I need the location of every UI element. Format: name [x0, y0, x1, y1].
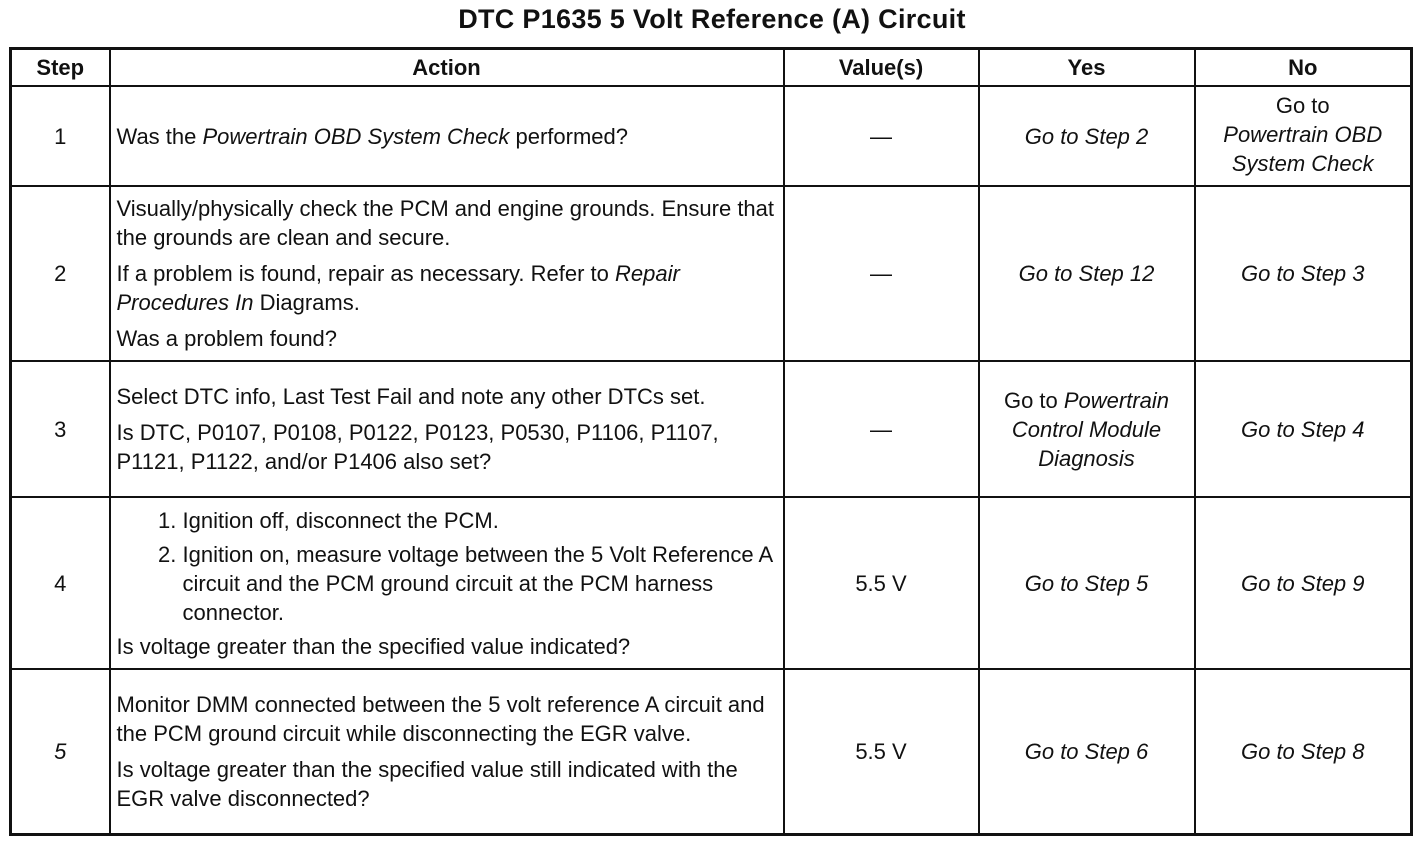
step-number: 2	[11, 186, 110, 361]
action-paragraph: Visually/physically check the PCM and engine grounds. Ensure that the grounds are clean and secure.	[116, 196, 775, 250]
value-cell: —	[784, 361, 979, 497]
yes-reference-line: Diagnosis	[1038, 445, 1135, 471]
action-list-item: 2. Ignition on, measure voltage between the 5 Volt Reference A circuit and the PCM ground circuit at the PCM harness connector.	[183, 540, 777, 627]
no-reference-line: Powertrain OBD	[1223, 122, 1383, 147]
action-question: Was a problem found?	[116, 326, 338, 351]
yes-reference-line: Control Module	[1011, 416, 1162, 442]
action-question: Is voltage greater than the specified value indicated?	[116, 633, 631, 659]
table-row	[11, 669, 1412, 834]
step-number: 3	[11, 361, 110, 497]
table-row	[11, 497, 1412, 669]
action-reference: Repair Procedures In	[116, 261, 680, 315]
step-number: 5	[11, 669, 110, 834]
action-cell	[110, 669, 784, 834]
diagnostic-table	[9, 47, 1413, 836]
action-cell	[110, 186, 784, 361]
action-paragraph	[117, 259, 777, 317]
value-cell: 5.5 V	[784, 497, 979, 669]
value-cell: —	[784, 186, 979, 361]
value-cell: —	[784, 86, 979, 186]
action-text: Diagrams.	[253, 290, 360, 315]
yes-cell: Go to Step 12	[979, 186, 1195, 361]
action-reference: Powertrain OBD System Check	[202, 123, 510, 149]
action-steps-list	[117, 506, 777, 627]
no-cell: Go to Step 3	[1195, 186, 1412, 361]
no-cell	[1195, 86, 1412, 186]
header-yes: Yes	[979, 49, 1195, 87]
table-row	[11, 86, 1412, 186]
action-paragraph: Select DTC info, Last Test Fail and note any other DTCs set.	[116, 384, 706, 409]
action-list-item: 1. Ignition off, disconnect the PCM.	[183, 506, 777, 535]
header-step: Step	[11, 49, 110, 87]
step-number: 4	[11, 497, 110, 669]
yes-cell	[979, 361, 1195, 497]
table-row	[11, 186, 1412, 361]
action-cell	[110, 497, 784, 669]
yes-cell: Go to Step 5	[979, 497, 1195, 669]
yes-reference: Powertrain	[1063, 387, 1170, 413]
step-number: 1	[11, 86, 110, 186]
action-text: If a problem is found, repair as necessary. Refer to	[116, 261, 615, 286]
no-cell: Go to Step 4	[1195, 361, 1412, 497]
yes-go-to: Go to	[1003, 387, 1064, 413]
no-cell: Go to Step 9	[1195, 497, 1412, 669]
action-text: performed?	[509, 123, 628, 149]
no-go-to: Go to	[1275, 93, 1330, 118]
no-reference-line: System Check	[1231, 151, 1374, 176]
header-action: Action	[110, 49, 784, 87]
no-cell: Go to Step 8	[1195, 669, 1412, 834]
yes-cell: Go to Step 2	[979, 86, 1195, 186]
header-no: No	[1195, 49, 1412, 87]
action-question: Is voltage greater than the specified value still indicated with the EGR valve disconnected?	[116, 756, 738, 811]
header-value: Value(s)	[784, 49, 979, 87]
action-cell	[110, 361, 784, 497]
value-cell: 5.5 V	[784, 669, 979, 834]
action-question: Is DTC, P0107, P0108, P0122, P0123, P0530, P1106, P1107, P1121, P1122, and/or P1406 also set?	[116, 420, 719, 474]
table-row	[11, 361, 1412, 497]
action-paragraph: Monitor DMM connected between the 5 volt reference A circuit and the PCM ground circuit while disconnecting the EGR valve.	[116, 691, 765, 746]
yes-reference-line	[986, 386, 1188, 415]
action-text: Was the	[116, 123, 203, 149]
page-title: DTC P1635 5 Volt Reference (A) Circuit	[458, 4, 966, 34]
table-header-row	[11, 49, 1412, 87]
action-cell	[110, 86, 784, 186]
yes-cell: Go to Step 6	[979, 669, 1195, 834]
